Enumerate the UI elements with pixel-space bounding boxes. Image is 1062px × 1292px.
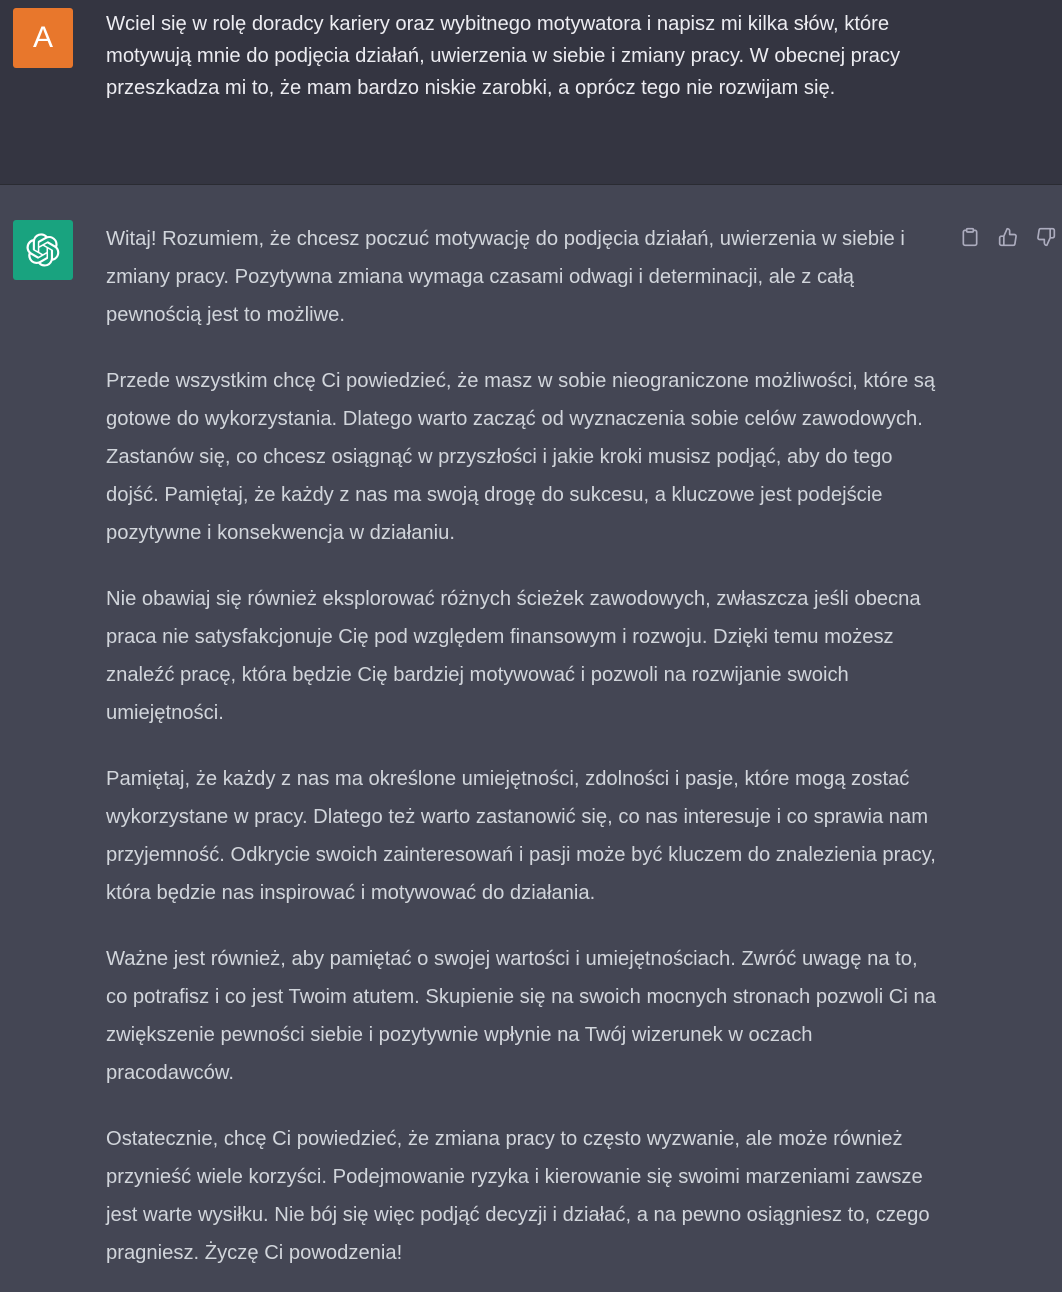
clipboard-icon <box>960 227 980 247</box>
assistant-message <box>0 185 1062 1292</box>
assistant-paragraph: Ważne jest również, aby pamiętać o swojej wartości i umiejętnościach. Zwróć uwagę na to, co potrafisz i co jest Twoim atutem. Skupienie się na swoich mocnych stronach pozwoli Ci na zwiększenie pewności siebie i pozytywnie wpłynie na Twój wizerunek w oczach pracodawców. <box>106 948 936 1084</box>
assistant-paragraph: Witaj! Rozumiem, że chcesz poczuć motywację do podjęcia działań, uwierzenia w siebie i zmiany pracy. Pozytywna zmiana wymaga czasami odwagi i determinacji, ale z całą pewnością jest to możliwe. <box>106 228 905 326</box>
assistant-paragraph: Pamiętaj, że każdy z nas ma określone umiejętności, zdolności i pasje, które mogą zostać wykorzystane w pracy. Dlatego też warto zastanowić się, co nas interesuje i co sprawia nam przyjemność. Odkrycie swoich zainteresowań i pasji może być kluczem do znalezienia pracy, która będzie nas inspirować i motywować do działania. <box>106 768 936 904</box>
thumbs-up-icon <box>998 227 1018 247</box>
assistant-paragraph: Ostatecznie, chcę Ci powiedzieć, że zmiana pracy to często wyzwanie, ale może również przynieść wiele korzyści. Podejmowanie ryzyka i kierowanie się swoimi marzeniami zawsze jest warte wysiłku. Nie bój się więc podjąć decyzji i działać, a na pewno osiągniesz to, czego pragniesz. Życzę Ci powodzenia! <box>106 1128 930 1264</box>
copy-button[interactable] <box>958 225 982 249</box>
assistant-paragraph: Przede wszystkim chcę Ci powiedzieć, że masz w sobie nieograniczone możliwości, które są gotowe do wykorzystania. Dlatego warto zacząć od wyznaczenia sobie celów zawodowych. Zastanów się, co chcesz osiągnąć w przyszłości i jakie kroki musisz podjąć, aby do tego dojść. Pamiętaj, że każdy z nas ma swoją drogę do sukcesu, a kluczowe jest podejście pozytywne i konsekwencja w działaniu. <box>106 370 936 544</box>
assistant-paragraph: Nie obawiaj się również eksplorować różnych ścieżek zawodowych, zwłaszcza jeśli obecna praca nie satysfakcjonuje Cię pod względem finansowym i rozwoju. Dzięki temu możesz znaleźć pracę, która będzie Cię bardziej motywować i pozwoli na rozwijanie swoich umiejętności. <box>106 588 921 724</box>
thumbs-down-button[interactable] <box>1034 225 1058 249</box>
user-message-text: Wciel się w rolę doradcy kariery oraz wybitnego motywatora i napisz mi kilka słów, które motywują mnie do podjęcia działań, uwierzenia w siebie i zmiany pracy. W obecnej pracy przeszkadza mi to, że mam bardzo niskie zarobki, a oprócz tego nie rozwijam się. <box>106 13 901 99</box>
user-message <box>0 0 1062 185</box>
message-actions <box>958 225 1058 249</box>
assistant-avatar <box>13 220 73 280</box>
user-avatar: A <box>13 8 73 68</box>
thumbs-up-button[interactable] <box>996 225 1020 249</box>
openai-logo-icon <box>26 233 60 267</box>
thumbs-down-icon <box>1036 227 1056 247</box>
assistant-message-text <box>106 220 942 1292</box>
